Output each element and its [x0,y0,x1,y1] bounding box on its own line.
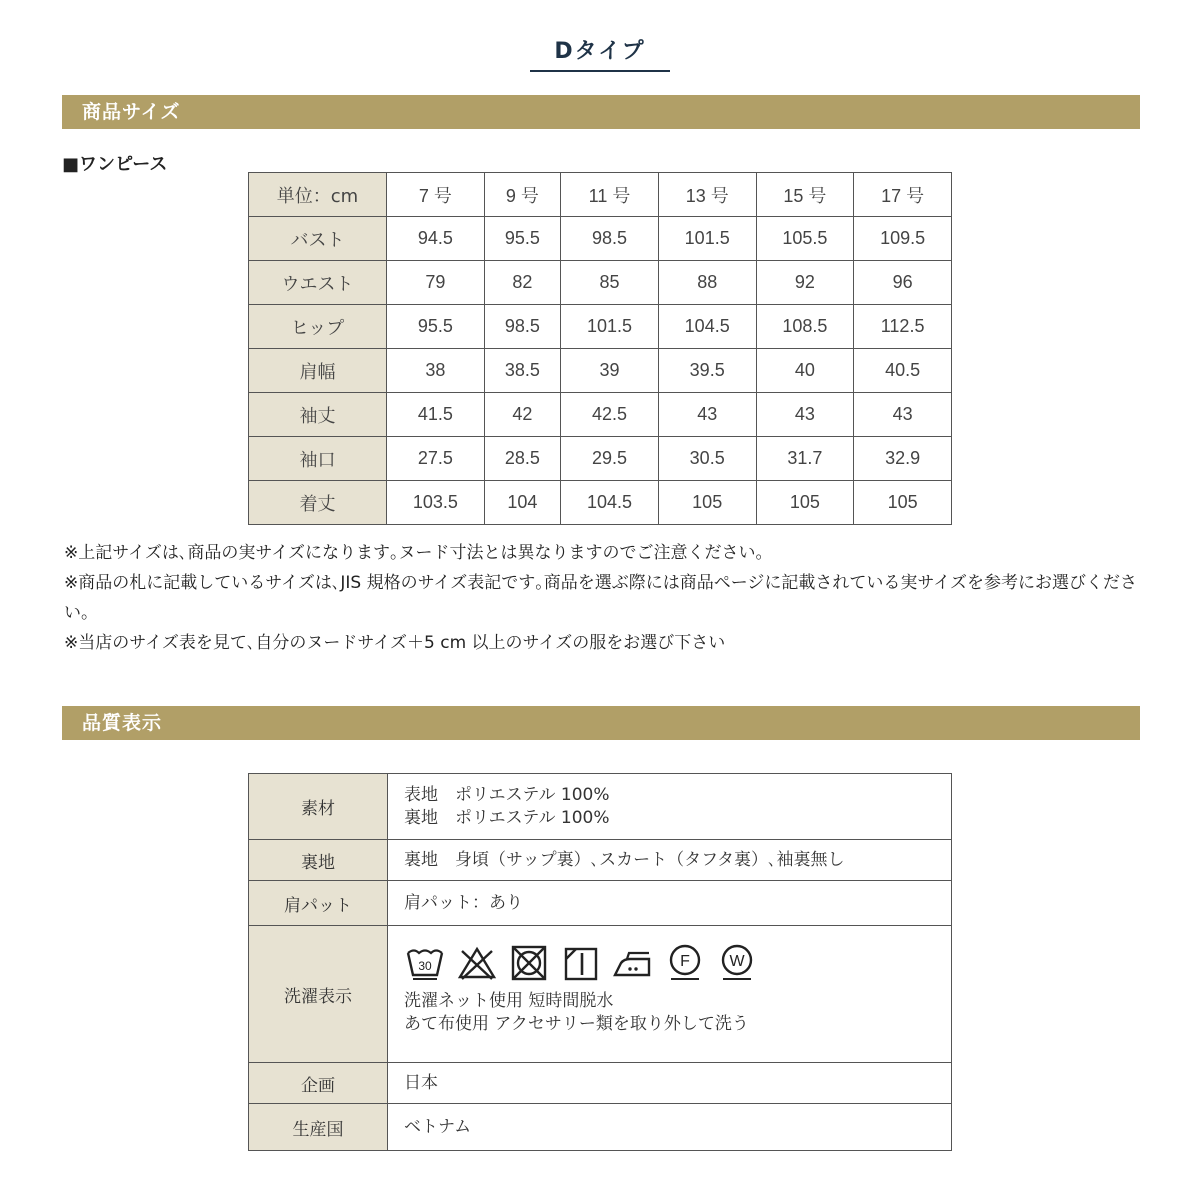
table-row [249,881,952,926]
table-cell: 96 [854,261,952,305]
no-tumble-dry-icon [508,941,550,983]
table-cell: 101.5 [561,305,659,349]
table-row [249,1104,952,1151]
table-row [249,349,952,393]
table-cell: 82 [484,261,560,305]
row-label: 生産国 [249,1104,388,1151]
wet-clean-w-icon [716,941,758,983]
row-label: ウエスト [249,261,387,305]
table-cell: 112.5 [854,305,952,349]
care-instructions [404,984,951,1052]
size-header-cell: 11 号 [561,173,659,217]
table-cell: 32.9 [854,437,952,481]
iron-medium-icon [612,941,654,983]
table-cell: 42 [484,393,560,437]
table-cell: 39.5 [658,349,756,393]
wet-clean-letter: W [729,953,745,970]
table-cell: 104.5 [658,305,756,349]
row-label: 素材 [249,774,388,840]
table-cell: 104.5 [561,481,659,525]
planning-value: 日本 [388,1063,952,1104]
table-cell: 30.5 [658,437,756,481]
table-cell: 88 [658,261,756,305]
wash-temp-label: 30 [418,959,432,973]
table-row [249,261,952,305]
table-row [249,305,952,349]
table-cell: 98.5 [561,217,659,261]
lining-value: 裏地 身頃（サップ裏）､スカート（タフタ裏）､袖裏無し [388,840,952,881]
line-dry-shade-icon [560,941,602,983]
table-cell: 104 [484,481,560,525]
no-bleach-icon [456,941,498,983]
size-header-cell: 9 号 [484,173,560,217]
table-cell: 103.5 [387,481,485,525]
table-row [249,217,952,261]
table-cell: 42.5 [561,393,659,437]
table-row [249,481,952,525]
section-header-quality: 品質表示 [62,706,1140,740]
table-cell: 108.5 [756,305,854,349]
dry-clean-f-icon [664,941,706,983]
table-cell: 28.5 [484,437,560,481]
material-line: 裏地 ポリエステル 100% [404,807,610,828]
size-table [248,172,952,525]
row-label: 袖口 [249,437,387,481]
section-header-size: 商品サイズ [62,95,1140,129]
table-row [249,393,952,437]
wash-30-icon [404,941,446,983]
table-cell: 95.5 [484,217,560,261]
table-cell: 101.5 [658,217,756,261]
row-label: 裏地 [249,840,388,881]
material-value [388,774,952,840]
shoulder-pad-value: 肩パット：あり [388,881,952,926]
table-cell: 27.5 [387,437,485,481]
size-notes [64,538,1144,658]
table-cell: 41.5 [387,393,485,437]
table-cell: 39 [561,349,659,393]
size-header-cell: 15 号 [756,173,854,217]
table-cell: 94.5 [387,217,485,261]
material-line: 表地 ポリエステル 100% [404,784,610,805]
unit-header-cell: 単位：cm [249,173,387,217]
table-cell: 105 [658,481,756,525]
table-cell: 85 [561,261,659,305]
dry-clean-letter: F [680,953,690,970]
table-cell: 105 [756,481,854,525]
table-cell: 43 [658,393,756,437]
row-label: バスト [249,217,387,261]
table-cell: 29.5 [561,437,659,481]
size-header-cell: 13 号 [658,173,756,217]
table-cell: 38 [387,349,485,393]
note-line: ※当店のサイズ表を見て､自分のヌードサイズ＋5 cm 以上のサイズの服をお選び下さい [64,633,726,653]
care-icons [404,926,951,984]
table-cell: 95.5 [387,305,485,349]
note-line: ※上記サイズは､商品の実サイズになります｡ヌード寸法とは異なりますのでご注意ください。 [64,543,773,563]
table-cell: 43 [854,393,952,437]
row-label: ヒップ [249,305,387,349]
table-cell: 43 [756,393,854,437]
origin-value: ベトナム [388,1104,952,1151]
row-label: 袖丈 [249,393,387,437]
size-header-cell: 7 号 [387,173,485,217]
table-row [249,926,952,1063]
table-cell: 40.5 [854,349,952,393]
table-cell: 109.5 [854,217,952,261]
table-cell: 92 [756,261,854,305]
size-header-cell: 17 号 [854,173,952,217]
page-title: Dタイプ [554,39,646,64]
table-row [249,1063,952,1104]
table-cell: 38.5 [484,349,560,393]
care-line: あて布使用 アクセサリー類を取り外して洗う [404,1014,749,1034]
quality-table [248,773,952,1151]
table-cell: 105.5 [756,217,854,261]
care-line: 洗濯ネット使用 短時間脱水 [404,991,614,1011]
note-line: ※商品の札に記載しているサイズは､JIS 規格のサイズ表記です｡商品を選ぶ際には商品ページに記載されている実サイズを参考にお選びください。 [64,573,1138,623]
row-label: 肩幅 [249,349,387,393]
table-cell: 79 [387,261,485,305]
table-cell: 105 [854,481,952,525]
table-row [249,774,952,840]
row-label: 洗濯表示 [249,926,388,1063]
table-cell: 31.7 [756,437,854,481]
title-underline [530,70,670,72]
table-row [249,840,952,881]
size-subheading: ■ワンピース [62,154,168,175]
table-row [249,437,952,481]
table-cell: 40 [756,349,854,393]
row-label: 着丈 [249,481,387,525]
care-value [388,926,952,1063]
row-label: 企画 [249,1063,388,1104]
row-label: 肩パット [249,881,388,926]
size-table-header-row [249,173,952,217]
table-cell: 98.5 [484,305,560,349]
